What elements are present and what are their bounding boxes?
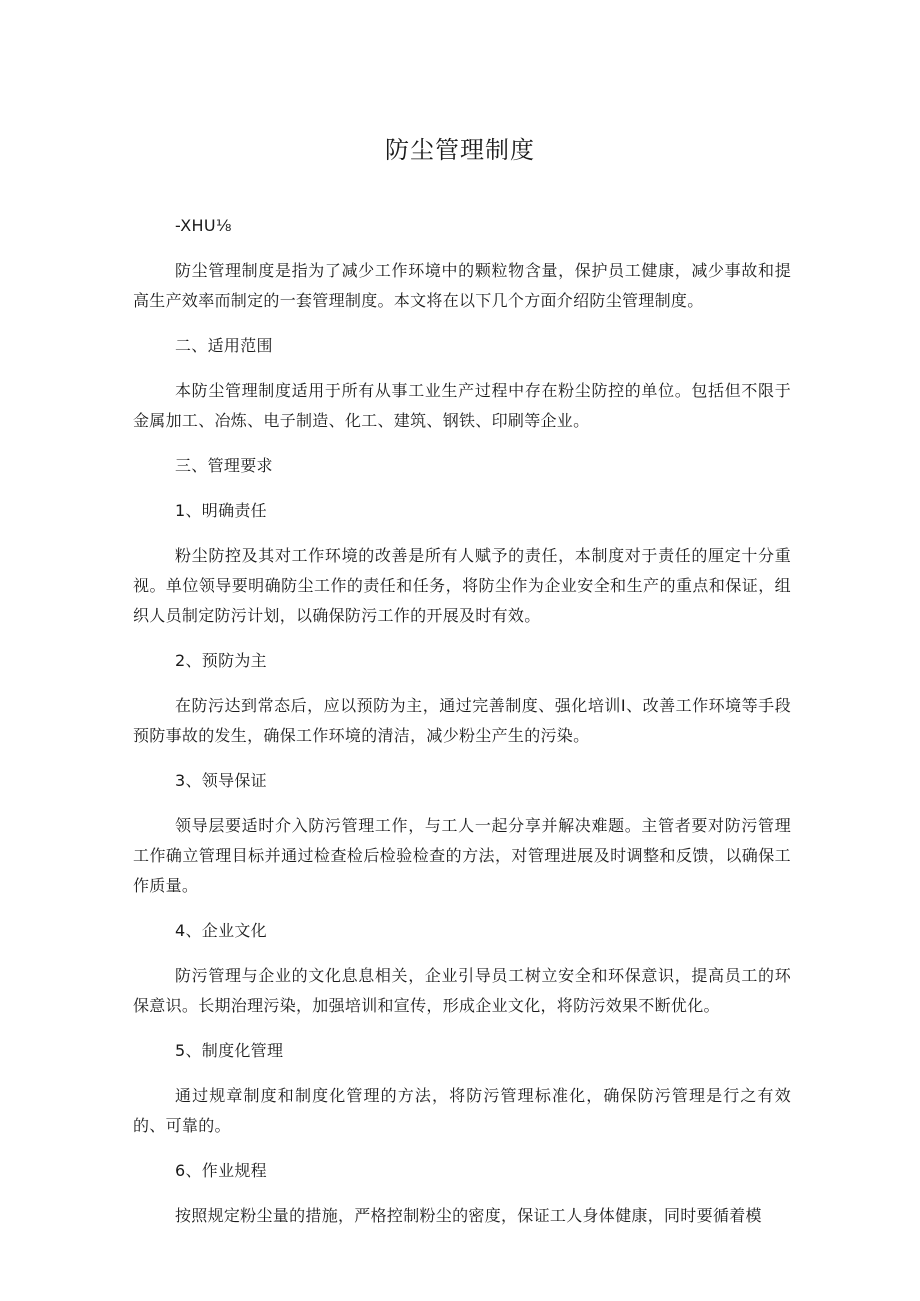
subheading-prevention: 2、预防为主	[175, 651, 267, 670]
paragraph-responsibility: 粉尘防控及其对工作环境的改善是所有人赋予的责任，本制度对于责任的厘定十分重视。单位领导要明确防尘工作的责任和任务，将防尘作为企业安全和生产的重点和保证，组织人员制定防污计划，以确保防污工作的开展及时有效。	[133, 546, 791, 625]
subheading-culture: 4、企业文化	[175, 921, 267, 940]
document-body	[133, 211, 791, 1246]
section-heading-scope: 二、适用范围	[175, 336, 273, 355]
subheading-institutional-management: 5、制度化管理	[175, 1041, 284, 1060]
paragraph-operating-procedures: 按照规定粉尘量的措施，严格控制粉尘的密度，保证工人身体健康，同时要循着模	[175, 1206, 762, 1225]
subheading-responsibility: 1、明确责任	[175, 501, 267, 520]
paragraph-institutional-management: 通过规章制度和制度化管理的方法，将防污管理标准化，确保防污管理是行之有效的、可靠的。	[133, 1086, 791, 1135]
section-heading-intro: -XHU⅛	[175, 216, 232, 235]
paragraph-leadership: 领导层要适时介入防污管理工作，与工人一起分享并解决难题。主管者要对防污管理工作确立管理目标并通过检查检后检验检查的方法，对管理进展及时调整和反馈，以确保工作质量。	[133, 816, 791, 895]
paragraph-scope: 本防尘管理制度适用于所有从事工业生产过程中存在粉尘防控的单位。包括但不限于金属加工、冶炼、电子制造、化工、建筑、钢铁、印刷等企业。	[133, 381, 791, 430]
paragraph-culture: 防污管理与企业的文化息息相关，企业引导员工树立安全和环保意识，提高员工的环保意识。长期治理污染，加强培训和宣传，形成企业文化，将防污效果不断优化。	[133, 966, 791, 1015]
paragraph-prevention: 在防污达到常态后，应以预防为主，通过完善制度、强化培训I、改善工作环境等手段预防事故的发生，确保工作环境的清洁，减少粉尘产生的污染。	[133, 696, 791, 745]
paragraph-intro: 防尘管理制度是指为了减少工作环境中的颗粒物含量，保护员工健康，减少事故和提高生产效率而制定的一套管理制度。本文将在以下几个方面介绍防尘管理制度。	[133, 261, 791, 310]
subheading-operating-procedures: 6、作业规程	[175, 1161, 267, 1180]
document-title: 防尘管理制度	[385, 136, 535, 164]
subheading-leadership: 3、领导保证	[175, 771, 267, 790]
section-heading-requirements: 三、管理要求	[175, 456, 273, 475]
